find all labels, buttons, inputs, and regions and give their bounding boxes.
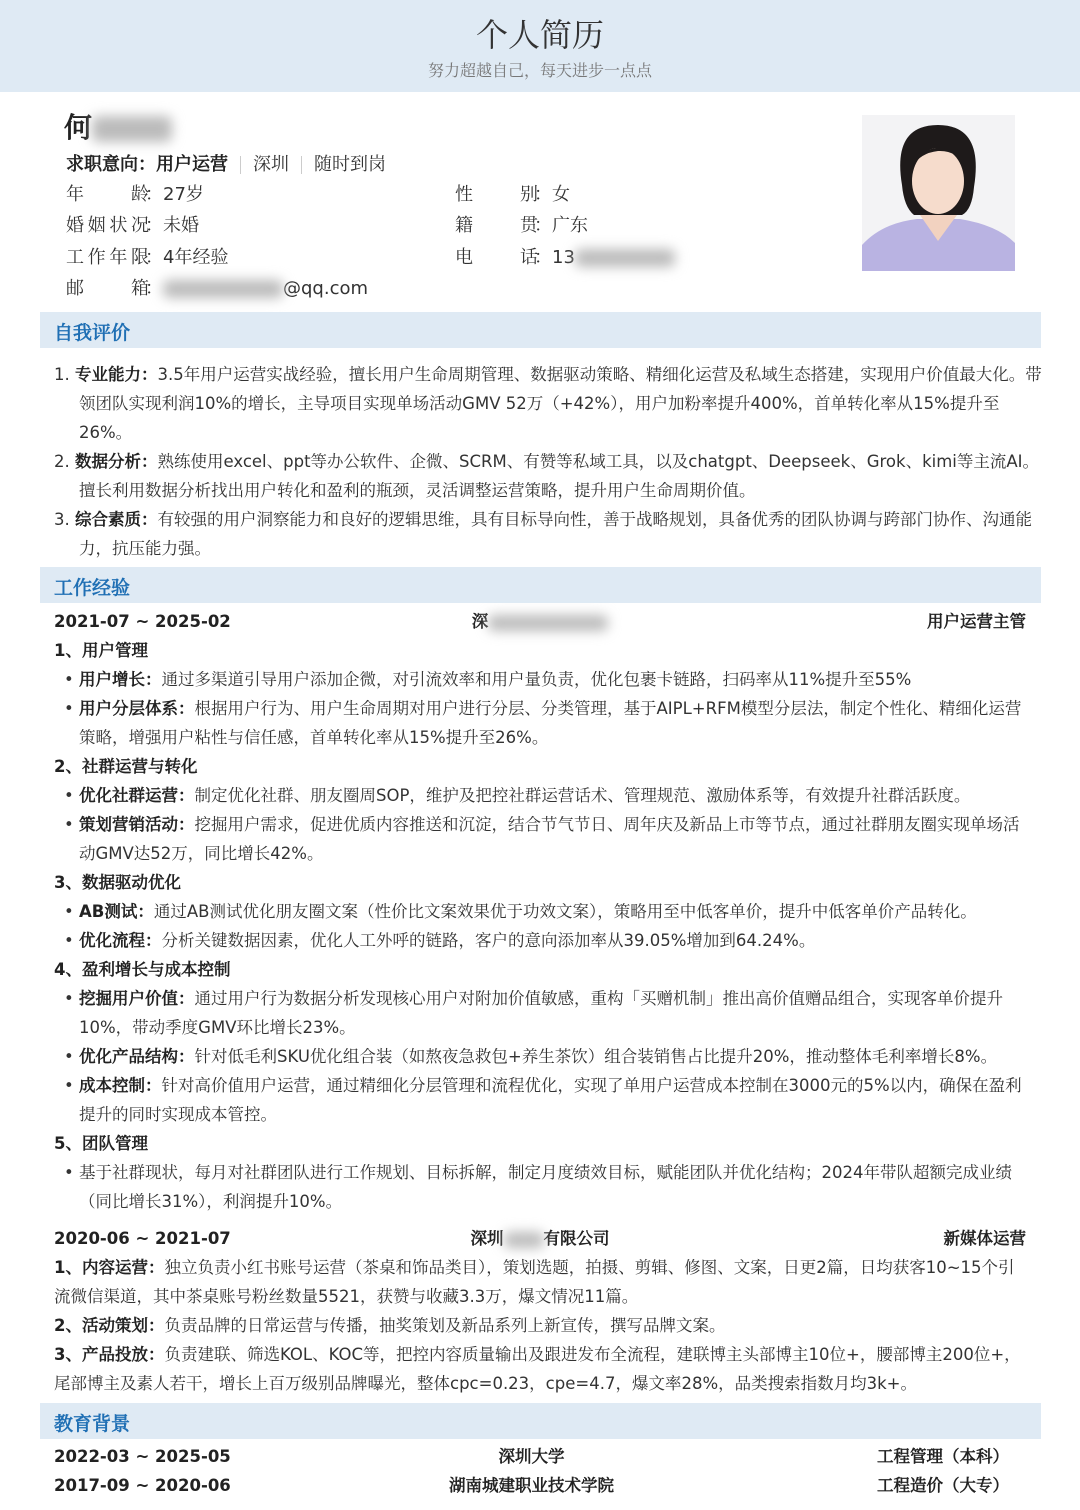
list-item: 2、活动策划：负责品牌的日常运营与传播，抽奖策划及新品系列上新宣传，撰写品牌文案。 [54,1316,726,1335]
education-list [54,1442,1009,1500]
list-item: 3. 综合素质：有较强的用户洞察能力和良好的逻辑思维，具有目标导向性，善于战略规划，具备优秀的团队协调与跨部门协作、沟通能力，抗压能力强。 [54,510,1032,558]
field-marital: 婚姻状况 ： 未婚 [66,211,199,241]
self-evaluation-list [54,360,1044,563]
job-2 [54,1224,1026,1398]
bullet-item: • 挖掘用户价值：通过用户行为数据分析发现核心用户对附加价值敏感，重构「买赠机制」推出高价值赠品组合，实现客单价提升10%，带动季度GMV环比增长23%。 [54,984,1026,1042]
page-title: 个人简历 [475,16,604,54]
header-banner [0,0,1080,92]
field-gender: 性别 ： 女 [455,180,570,210]
section-work-experience: 工作经验 [40,567,1041,603]
intent-availability: 随时到岗 [314,154,386,175]
page-subtitle: 努力超越自己，每天进步一点点 [427,61,652,80]
candidate-name [64,106,172,146]
bullet-item: • 用户增长：通过多渠道引导用户添加企微，对引流效率和用户量负责，优化包裹卡链路，扫码率从11%提升至55% [54,665,1026,694]
name-redaction [92,116,172,142]
bullet-item: • 优化流程：分析关键数据因素，优化人工外呼的链路，客户的意向添加率从39.05%增加到64.24%。 [54,926,1026,955]
job-intent [66,150,386,176]
field-age: 年龄 ： 27岁 [66,180,204,210]
list-item: 1、内容运营：独立负责小红书账号运营（茶桌和饰品类目），策划选题，拍摄、剪辑、修图、文案，日更2篇，日均获客10~15个引流微信渠道，其中茶桌账号粉丝数量5521，获赞与收藏3.3万，爆文情况11篇。 [54,1258,1015,1306]
job-header: 2021-07 ~ 2025-02 深 用户运营主管 [54,612,1026,631]
field-experience: 工作年限 ： 4年经验 [66,243,228,273]
job-1 [54,607,1026,1216]
bullet-item: • 优化社群运营：制定优化社群、朋友圈周SOP，维护及把控社群运营话术、管理规范、激励体系等，有效提升社群活跃度。 [54,781,1026,810]
work-subsection-title: 5、团队管理 [54,1134,148,1153]
bullet-item: • 成本控制：针对高价值用户运营，通过精细化分层管理和流程优化，实现了单用户运营成本控制在3000元的5%以内，确保在盈利提升的同时实现成本管控。 [54,1071,1026,1129]
intent-label: 求职意向： [66,154,156,175]
section-self-evaluation: 自我评价 [40,312,1041,348]
list-item: 1. 专业能力：3.5年用户运营实战经验，擅长用户生命周期管理、数据驱动策略、精细化运营及私域生态搭建，实现用户价值最大化。带领团队实现利润10%的增长，主导项目实现单场活动GMV 52万（+42%），用户加粉率提升400%，首单转化率从15%提升至26%。 [54,365,1042,442]
work-subsection-title: 4、盈利增长与成本控制 [54,960,231,979]
bullet-item: • 优化产品结构：针对低毛利SKU优化组合装（如熬夜急救包+养生茶饮）组合装销售占比提升20%，推动整体毛利率增长8%。 [54,1042,1026,1071]
job-header: 2020-06 ~ 2021-07 深圳 有限公司 新媒体运营 [54,1229,1026,1248]
work-subsection-title: 3、数据驱动优化 [54,873,181,892]
bullet-item: • AB测试：通过AB测试优化朋友圈文案（性价比文案效果优于功效文案），策略用至中低客单价，提升中低客单价产品转化。 [54,897,1026,926]
field-hometown: 籍贯 ： 广东 [455,211,588,241]
field-email: 邮箱 ： @qq.com [66,274,368,304]
field-phone: 电话 ： 13 [455,243,675,273]
list-item: 3、产品投放：负责建联、筛选KOL、KOC等，把控内容质量输出及跟进发布全流程，建联博主头部博主10位+，腰部博主200位+，尾部博主及素人若干，增长上百万级别品牌曝光，整体cpc=0.23，cpe=4.7，爆文率28%，品类搜索指数月均3k+。 [54,1345,1021,1393]
education-row: 2017-09 ~ 2020-06 湖南城建职业技术学院 工程造价（大专） [54,1476,1009,1495]
work-subsection-title: 2、社群运营与转化 [54,757,198,776]
intent-role: 用户运营 [156,154,228,175]
education-row: 2022-03 ~ 2025-05 深圳大学 工程管理（本科） [54,1447,1009,1466]
bullet-item: • 策划营销活动：挖掘用户需求，促进优质内容推送和沉淀，结合节气节日、周年庆及新品上市等节点，通过社群朋友圈实现单场活动GMV达52万，同比增长42%。 [54,810,1026,868]
section-education: 教育背景 [40,1403,1041,1439]
profile-photo [862,115,1015,271]
intent-city: 深圳 [253,154,289,175]
bullet-item: • 用户分层体系：根据用户行为、用户生命周期对用户进行分层、分类管理，基于AIPL+RFM模型分层法，制定个性化、精细化运营策略，增强用户粘性与信任感，首单转化率从15%提升至26%。 [54,694,1026,752]
work-subsection-title: 1、用户管理 [54,641,148,660]
name-visible: 何 [64,111,93,144]
bullet-item: • 基于社群现状，每月对社群团队进行工作规划、目标拆解，制定月度绩效目标，赋能团队并优化结构；2024年带队超额完成业绩（同比增长31%），利润提升10%。 [54,1158,1026,1216]
list-item: 2. 数据分析：熟练使用excel、ppt等办公软件、企微、SCRM、有赞等私域工具，以及chatgpt、Deepseek、Grok、kimi等主流AI。擅长利用数据分析找出用户转化和盈利的瓶颈，灵活调整运营策略，提升用户生命周期价值。 [54,452,1040,500]
